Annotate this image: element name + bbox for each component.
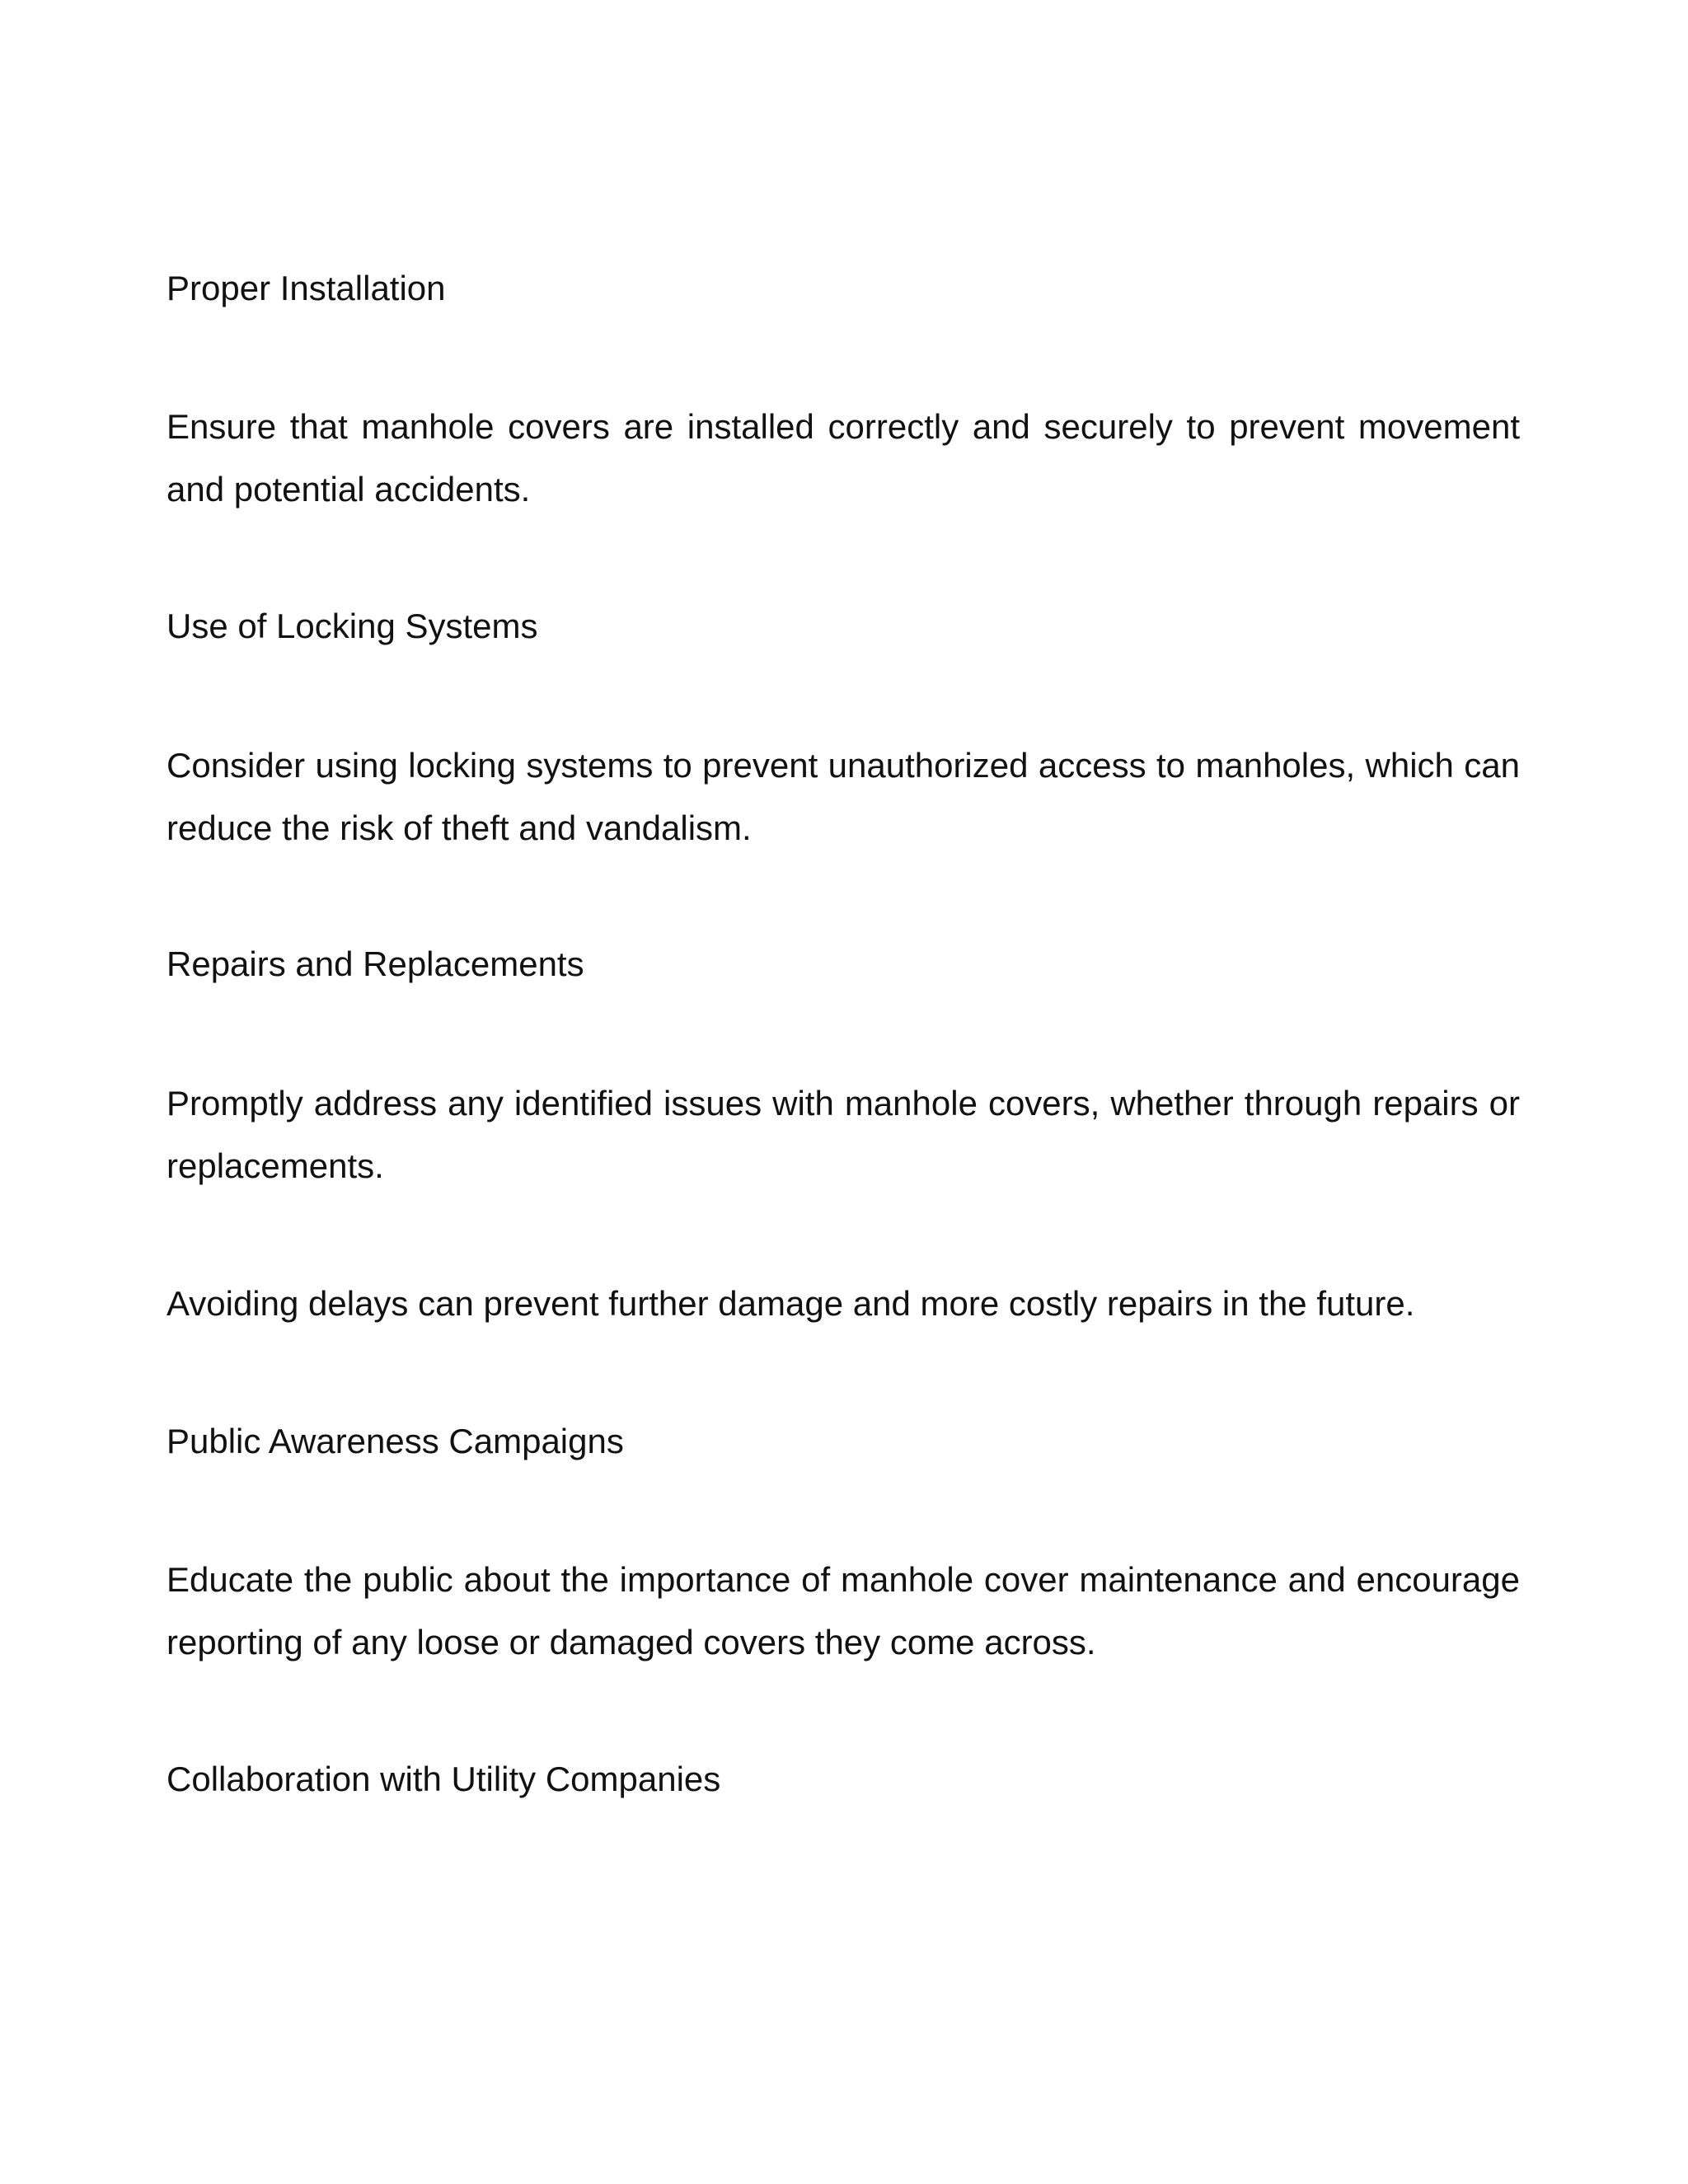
- section-heading-collaboration-utility: Collaboration with Utility Companies: [166, 1760, 721, 1798]
- section-heading-proper-installation: Proper Installation: [166, 269, 446, 307]
- paragraph-locking-systems: Consider using locking systems to prevent unauthorized access to manholes, which can reduce the risk of theft and vandalism.: [166, 746, 1520, 847]
- section-heading-repairs-replacements: Repairs and Replacements: [166, 944, 584, 983]
- paragraph-avoiding-delays: Avoiding delays can prevent further damage and more costly repairs in the future.: [166, 1284, 1415, 1323]
- paragraph-public-awareness: Educate the public about the importance of manhole cover maintenance and encourage reporting of any loose or damaged covers they come across.: [166, 1560, 1520, 1661]
- paragraph-repairs-replacements: Promptly address any identified issues with manhole covers, whether through repairs or replacements.: [166, 1084, 1520, 1185]
- section-heading-public-awareness: Public Awareness Campaigns: [166, 1422, 624, 1460]
- paragraph-proper-installation: Ensure that manhole covers are installed correctly and securely to prevent movement and potential accidents.: [166, 407, 1520, 509]
- section-heading-locking-systems: Use of Locking Systems: [166, 607, 538, 645]
